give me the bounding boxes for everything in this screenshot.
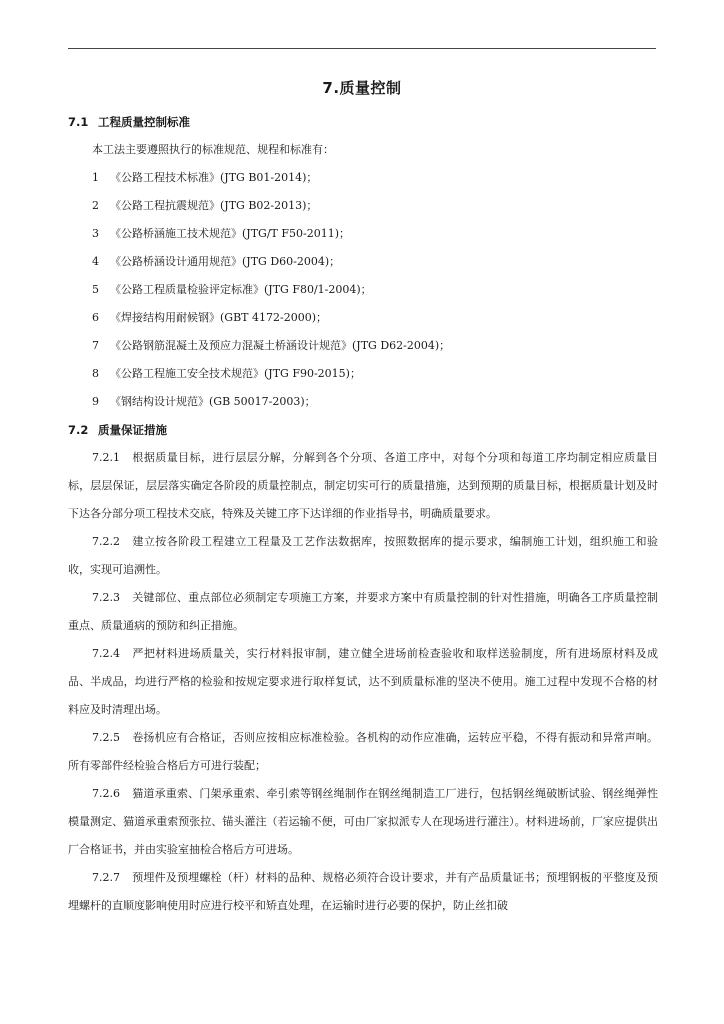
section-heading-7-1 <box>68 108 658 136</box>
standard-item <box>68 276 658 304</box>
clause-number: 7.2.2 <box>92 535 120 548</box>
clause-text: 关键部位、重点部位必须制定专项施工方案，并要求方案中有质量控制的针对性措施，明确各工序质量控制重点、质量通病的预防和纠正措施。 <box>68 591 658 632</box>
clause-number: 7.2.1 <box>92 451 120 464</box>
clause-paragraph <box>68 724 658 780</box>
standard-number: 4 <box>92 255 99 268</box>
section-title: 工程质量控制标准 <box>98 115 190 129</box>
standard-number: 1 <box>92 171 99 184</box>
clause-text: 猫道承重索、门架承重索、牵引索等钢丝绳制作在钢丝绳制造工厂进行，包括钢丝绳破断试验、钢丝绳弹性模量测定、猫道承重索预张拉、锚头灌注（若运输不便，可由厂家拟派专人在现场进行灌注）。材料进场前，厂家应提供出厂合格证书，并由实验室抽检合格后方可进场。 <box>68 787 658 856</box>
clause-text: 预埋件及预埋螺栓（杆）材料的品种、规格必须符合设计要求，并有产品质量证书；预埋钢板的平整度及预埋螺杆的直顺度影响使用时应进行校平和矫直处理，在运输时进行必要的保护，防止丝扣破 <box>68 871 658 912</box>
standard-number: 3 <box>92 227 99 240</box>
standard-text: 《公路工程技术标准》(JTG B01-2014)； <box>110 171 318 184</box>
standard-text: 《公路工程施工安全技术规范》(JTG F90-2015)； <box>110 367 361 380</box>
standard-number: 7 <box>92 339 99 352</box>
clause-text: 严把材料进场质量关，实行材料报审制，建立健全进场前检查验收和取样送验制度，所有进场原材料及成品、半成品，均进行严格的检验和按规定要求进行取样复试，达不到质量标准的坚决不使用。施工过程中发现不合格的材料应及时清理出场。 <box>68 647 658 716</box>
standard-number: 9 <box>92 395 99 408</box>
clause-number: 7.2.3 <box>92 591 120 604</box>
standard-text: 《钢结构设计规范》(GB 50017-2003)； <box>110 395 316 408</box>
standard-item <box>68 304 658 332</box>
clause-paragraph <box>68 528 658 584</box>
standard-item <box>68 360 658 388</box>
clause-text: 卷扬机应有合格证，否则应按相应标准检验。各机构的动作应准确，运转应平稳，不得有振动和异常声响。所有零部件经检验合格后方可进行装配； <box>68 731 658 772</box>
standard-item <box>68 164 658 192</box>
section-number: 7.2 <box>68 423 89 437</box>
clause-number: 7.2.4 <box>92 647 120 660</box>
header-rule <box>68 48 656 49</box>
standard-item <box>68 248 658 276</box>
clause-text: 建立按各阶段工程建立工程量及工艺作法数据库，按照数据库的提示要求，编制施工计划，组织施工和验收，实现可追溯性。 <box>68 535 658 576</box>
clause-paragraph <box>68 584 658 640</box>
standard-text: 《公路桥涵施工技术规范》(JTG/T F50-2011)； <box>110 227 350 240</box>
document-body <box>68 108 658 920</box>
standard-number: 8 <box>92 367 99 380</box>
standard-item <box>68 192 658 220</box>
clause-paragraph <box>68 780 658 864</box>
section-number: 7.1 <box>68 115 89 129</box>
standard-text: 《公路工程抗震规范》(JTG B02-2013)； <box>110 199 318 212</box>
standards-intro: 本工法主要遵照执行的标准规范、规程和标准有： <box>92 143 334 156</box>
section-heading-7-2 <box>68 416 658 444</box>
standard-number: 6 <box>92 311 99 324</box>
clause-paragraph <box>68 444 658 528</box>
standard-number: 2 <box>92 199 99 212</box>
standard-item <box>68 388 658 416</box>
standard-text: 《公路钢筋混凝土及预应力混凝土桥涵设计规范》(JTG D62-2004)； <box>110 339 451 352</box>
clause-number: 7.2.7 <box>92 871 120 884</box>
standard-text: 《焊接结构用耐候钢》(GBT 4172-2000)； <box>110 311 327 324</box>
standard-item <box>68 220 658 248</box>
clause-text: 根据质量目标，进行层层分解，分解到各个分项、各道工序中，对每个分项和每道工序均制定相应质量目标，层层保证，层层落实确定各阶段的质量控制点，制定切实可行的质量措施，达到预期的质量目标，根据质量计划及时下达各分部分项工程技术交底，特殊及关键工序下达详细的作业指导书，明确质量要求。 <box>68 451 658 520</box>
clause-number: 7.2.5 <box>92 731 120 744</box>
clause-number: 7.2.6 <box>92 787 120 800</box>
clause-paragraph <box>68 864 658 920</box>
page-title: 7.质量控制 <box>322 79 402 97</box>
section-title: 质量保证措施 <box>98 423 167 437</box>
standard-text: 《公路工程质量检验评定标准》(JTG F80/1-2004)； <box>110 283 372 296</box>
standard-item <box>68 332 658 360</box>
clause-paragraph <box>68 640 658 724</box>
standard-number: 5 <box>92 283 99 296</box>
standard-text: 《公路桥涵设计通用规范》(JTG D60-2004)； <box>110 255 341 268</box>
